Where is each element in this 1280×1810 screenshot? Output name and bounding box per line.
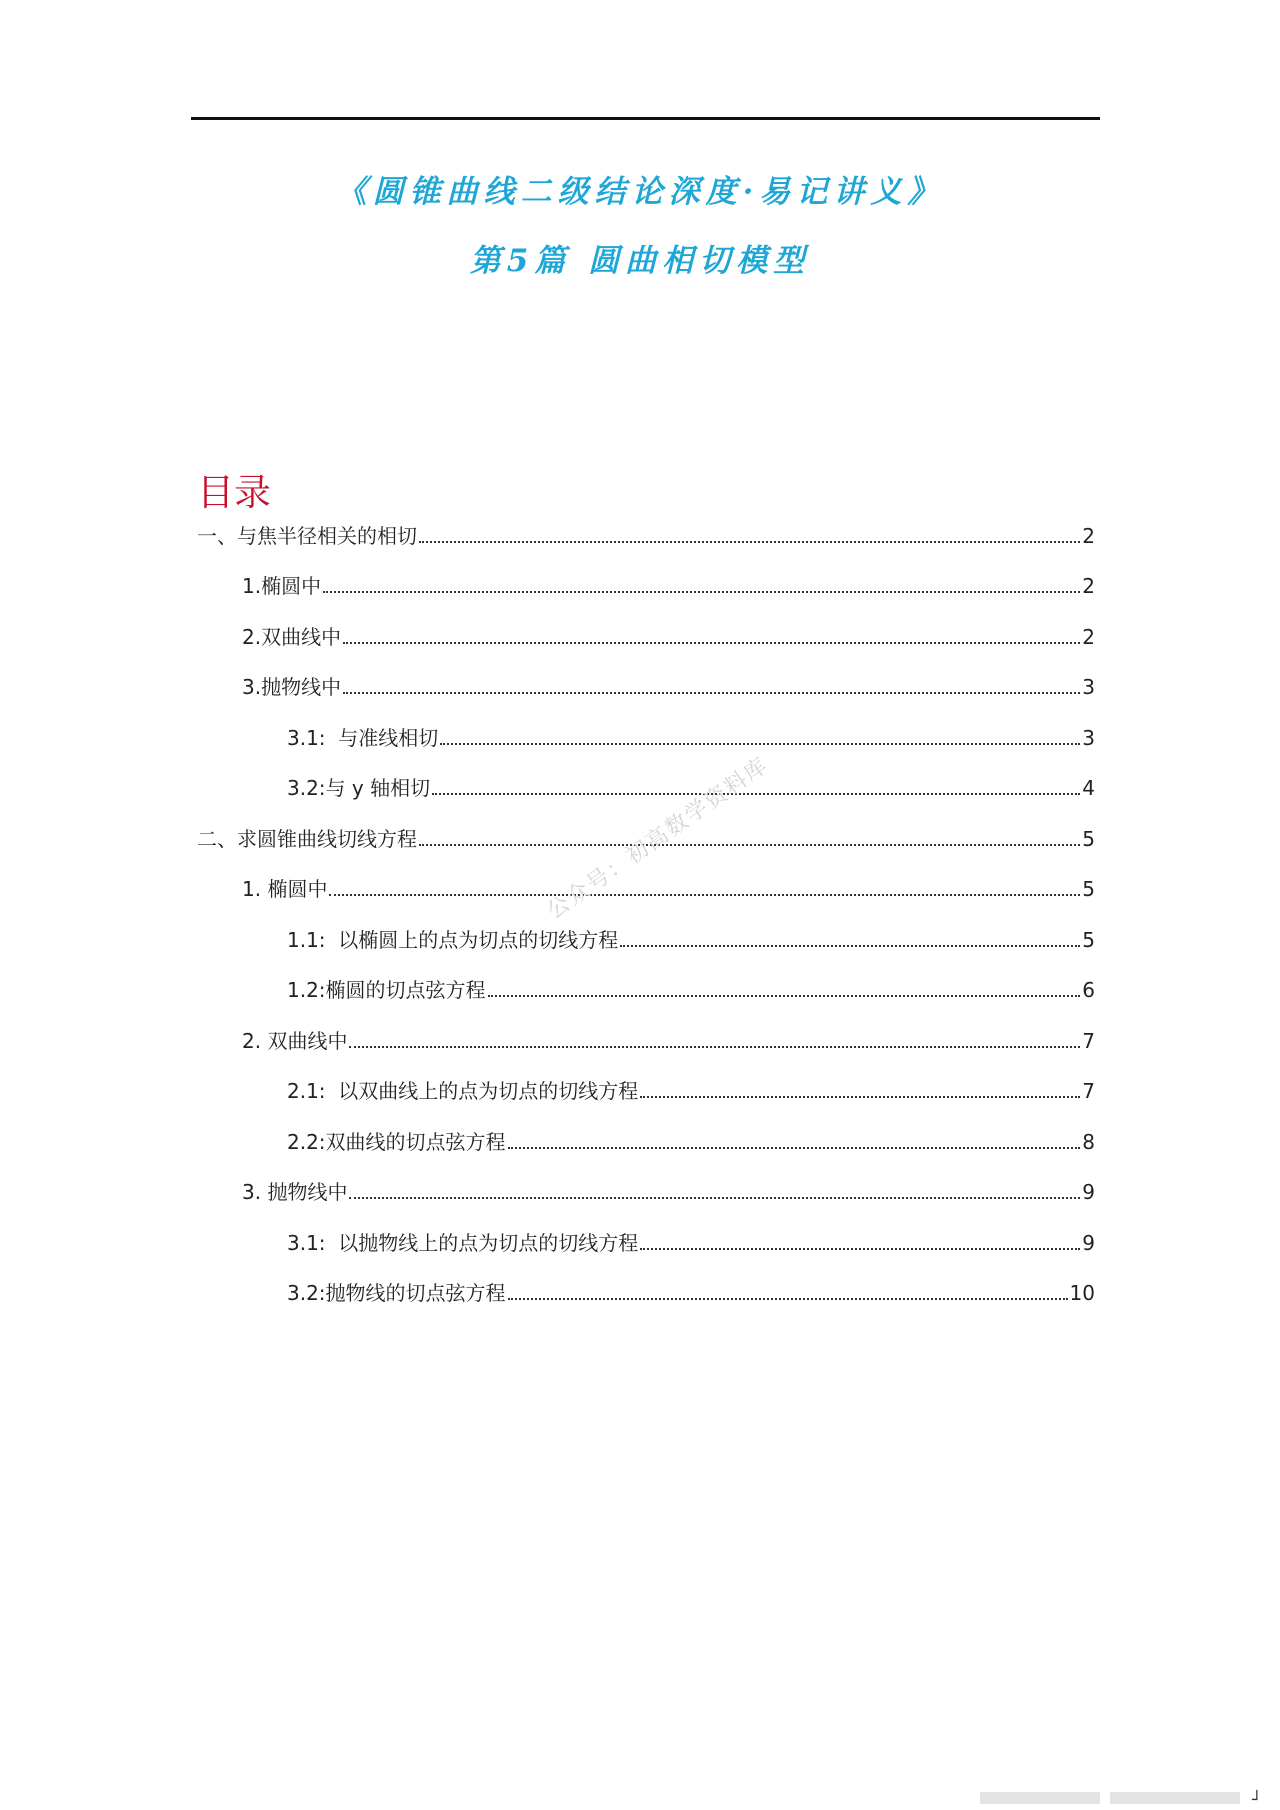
footer-mark: ┘ bbox=[1252, 1790, 1262, 1809]
toc-entry-label: 3.1: 与准线相切 bbox=[287, 726, 439, 750]
toc-entry[interactable] bbox=[242, 1025, 1095, 1057]
footer-decoration bbox=[1110, 1792, 1240, 1804]
toc-entry-label: 3.2:与 y 轴相切 bbox=[287, 776, 431, 800]
toc-entry[interactable] bbox=[287, 1277, 1095, 1309]
toc-entry-page: 4 bbox=[1082, 776, 1095, 800]
toc-leader bbox=[432, 792, 1080, 795]
toc-entry-page: 9 bbox=[1082, 1231, 1095, 1255]
toc-entry-label: 2.1: 以双曲线上的点为切点的切线方程 bbox=[287, 1079, 639, 1103]
toc-leader bbox=[640, 1095, 1080, 1098]
toc-entry[interactable] bbox=[242, 570, 1095, 602]
toc-entry[interactable] bbox=[287, 1126, 1095, 1158]
toc-leader bbox=[419, 540, 1080, 543]
toc-entry-page: 8 bbox=[1082, 1130, 1095, 1154]
toc-entry-page: 6 bbox=[1082, 978, 1095, 1002]
toc-entry-page: 10 bbox=[1069, 1281, 1095, 1305]
toc-leader bbox=[343, 641, 1080, 644]
toc-leader bbox=[419, 843, 1080, 846]
toc-leader bbox=[343, 691, 1080, 694]
toc-entry-label: 1.2:椭圆的切点弦方程 bbox=[287, 978, 486, 1002]
header-rule bbox=[191, 117, 1100, 120]
toc-entry[interactable] bbox=[242, 1176, 1095, 1208]
toc-entry-label: 3. 抛物线中 bbox=[242, 1180, 348, 1204]
toc-entry-page: 3 bbox=[1082, 675, 1095, 699]
toc-entry-label: 3.1: 以抛物线上的点为切点的切线方程 bbox=[287, 1231, 639, 1255]
toc-leader bbox=[620, 944, 1080, 947]
toc-entry-label: 2.2:双曲线的切点弦方程 bbox=[287, 1130, 506, 1154]
watermark: 公众号：初高数学资料库 bbox=[542, 752, 774, 925]
toc-leader bbox=[440, 742, 1080, 745]
toc-leader bbox=[323, 590, 1080, 593]
toc-entry-page: 2 bbox=[1082, 524, 1095, 548]
toc-entry-label: 1. 椭圆中 bbox=[242, 877, 328, 901]
toc-entry[interactable] bbox=[287, 1227, 1095, 1259]
toc-entry-label: 二、求圆锥曲线切线方程 bbox=[197, 827, 417, 851]
toc-entry[interactable] bbox=[287, 974, 1095, 1006]
toc-leader bbox=[640, 1247, 1080, 1250]
toc-entry[interactable] bbox=[287, 924, 1095, 956]
toc-entry[interactable] bbox=[287, 1075, 1095, 1107]
toc-leader bbox=[329, 893, 1080, 896]
toc-entry[interactable] bbox=[242, 621, 1095, 653]
toc-entry-label: 3.2:抛物线的切点弦方程 bbox=[287, 1281, 506, 1305]
document-title: 《圆锥曲线二级结论深度·易记讲义》 bbox=[335, 174, 945, 210]
toc-entry[interactable] bbox=[242, 671, 1095, 703]
toc-leader bbox=[508, 1146, 1081, 1149]
toc-entry-page: 2 bbox=[1082, 625, 1095, 649]
toc-leader bbox=[508, 1297, 1068, 1300]
toc-entry-label: 1.1: 以椭圆上的点为切点的切线方程 bbox=[287, 928, 619, 952]
toc-leader bbox=[488, 994, 1081, 997]
toc-entry-page: 7 bbox=[1082, 1079, 1095, 1103]
toc-entry-label: 2.双曲线中 bbox=[242, 625, 342, 649]
toc-entry-label: 一、与焦半径相关的相切 bbox=[197, 524, 417, 548]
toc-entry-page: 9 bbox=[1082, 1180, 1095, 1204]
toc-entry-page: 5 bbox=[1082, 877, 1095, 901]
toc-entry[interactable] bbox=[287, 722, 1095, 754]
toc-entry[interactable] bbox=[242, 873, 1095, 905]
toc-entry-page: 5 bbox=[1082, 827, 1095, 851]
toc-heading: 目录 bbox=[197, 471, 271, 514]
toc-entry-page: 7 bbox=[1082, 1029, 1095, 1053]
toc-leader bbox=[349, 1196, 1080, 1199]
toc-entry-page: 2 bbox=[1082, 574, 1095, 598]
document-subtitle: 第5篇 圆曲相切模型 bbox=[469, 243, 811, 279]
toc-entry-label: 1.椭圆中 bbox=[242, 574, 322, 598]
toc-entry-page: 5 bbox=[1082, 928, 1095, 952]
toc-entry-page: 3 bbox=[1082, 726, 1095, 750]
toc-entry-label: 2. 双曲线中 bbox=[242, 1029, 348, 1053]
toc-entry[interactable] bbox=[197, 520, 1095, 552]
toc-leader bbox=[349, 1045, 1080, 1048]
toc-entry-label: 3.抛物线中 bbox=[242, 675, 342, 699]
footer-decoration bbox=[980, 1792, 1100, 1804]
